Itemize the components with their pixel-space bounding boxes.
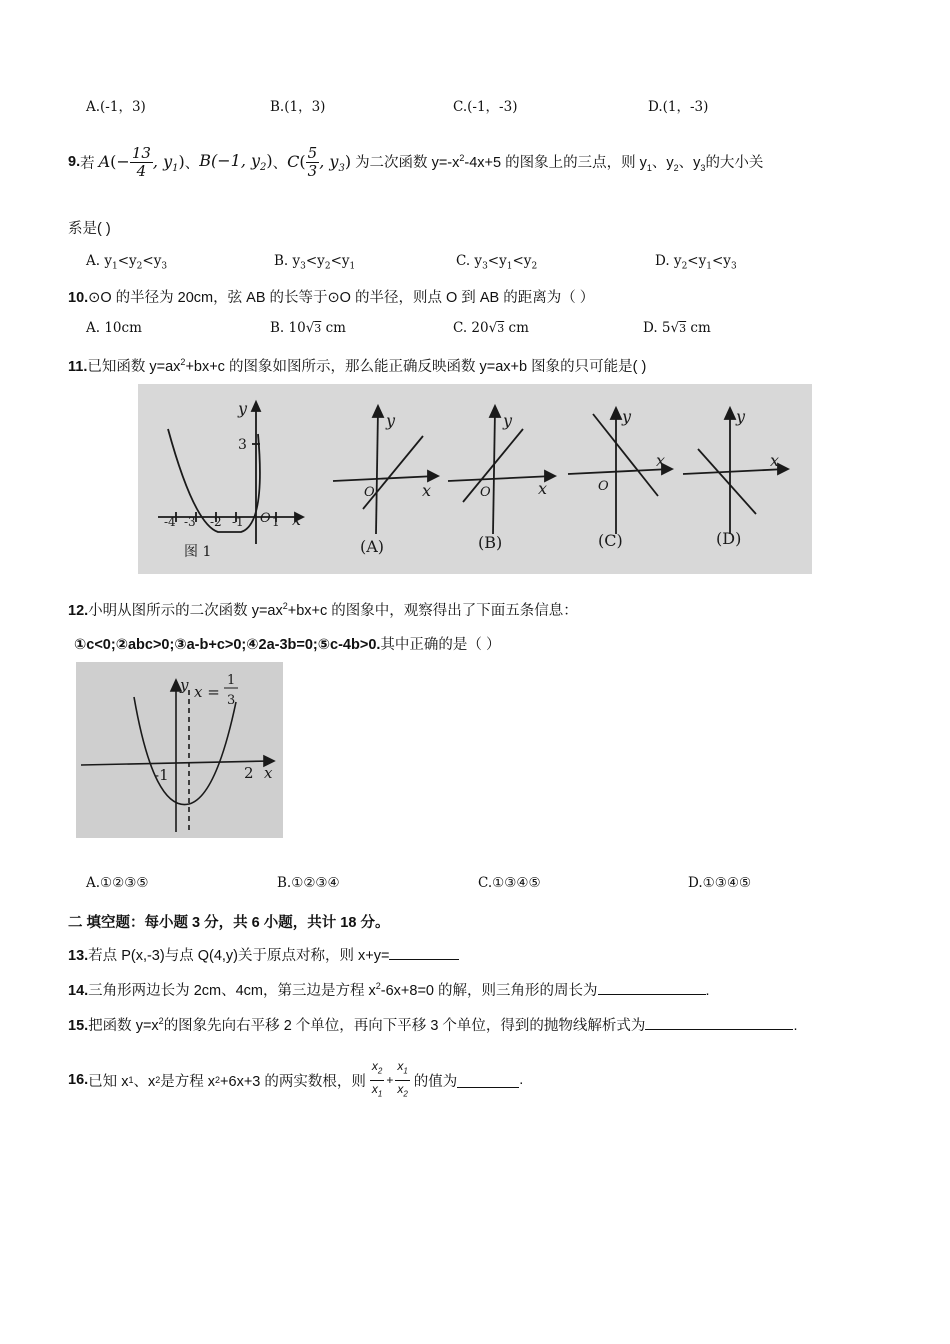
- q9-number: 9.: [68, 154, 81, 170]
- q10-option-d: D. 5√3 cm: [643, 320, 711, 336]
- fig1-tick: -4: [164, 515, 176, 529]
- q13-stem: 13.若点 P(x,-3)与点 Q(4,y)关于原点对称，则 x+y=: [68, 944, 459, 965]
- fig12-minus-one: -1: [154, 766, 169, 784]
- q13-answer-blank[interactable]: [389, 945, 459, 960]
- q8-option-c: C.(-1，-3): [453, 99, 518, 115]
- q12-option-d: D.①③④⑤: [688, 875, 752, 891]
- sqrt-icon: √: [488, 320, 498, 336]
- q16-number: 16.: [68, 1072, 89, 1088]
- fig12-y-label: y: [180, 676, 189, 694]
- q9-option-c: C. $y_3<y_1<y_2$: [456, 253, 538, 272]
- q9-point-b: B(−1, $y_2$): [199, 150, 273, 174]
- q9-point-a: A(− $\frac{13}{4}$ , $y_1$): [98, 143, 185, 180]
- q12-figure: [76, 662, 283, 838]
- q10-option-a: A. 10cm: [86, 320, 142, 336]
- q10-option-b: B. 10√3 cm: [270, 320, 346, 336]
- fig-d-x-label: x: [770, 451, 780, 470]
- fig-a-origin: O: [364, 485, 375, 500]
- q13-number: 13.: [68, 948, 89, 964]
- q11-number: 11.: [68, 359, 88, 375]
- fig-c-label: (C): [598, 531, 623, 550]
- q12-option-b: B.①②③④: [277, 875, 340, 891]
- q12-number: 12.: [68, 603, 89, 619]
- sqrt-icon: √: [670, 320, 680, 336]
- q9-option-a: A. $y_1<y_2<y_3$: [86, 253, 168, 272]
- q9-option-b: B. $y_3<y_2<y_1$: [274, 253, 356, 272]
- q14-number: 14.: [68, 983, 89, 999]
- q12-figure-svg: [76, 662, 283, 838]
- q12-conditions: ①c<0;②abc>0;③a-b+c>0;④2a-3b=0;⑤c-4b>0.其中正确的是（ ）: [74, 637, 501, 653]
- q8-option-d: D.(1，-3): [648, 99, 709, 115]
- q9-sep-1: 、: [184, 155, 200, 172]
- q9-sep-2: 、: [272, 155, 288, 172]
- q8-option-b: B.(1，3): [270, 99, 326, 115]
- fig1-y-label: y: [238, 399, 248, 418]
- fig-c-x-label: x: [656, 451, 666, 470]
- fig12-x-label: x: [264, 764, 273, 782]
- fig-a-y-label: y: [386, 411, 396, 430]
- q9-point-c: C( $\frac{5}{3}$ , $y_3$): [287, 143, 352, 180]
- section-2-heading: 二 填空题：每小题 3 分，共 6 小题，共计 18 分。: [68, 915, 390, 931]
- fig-b-label: (B): [478, 533, 503, 552]
- fig-a-x-label: x: [422, 481, 432, 500]
- fig12-axis-eq: x =: [194, 683, 220, 701]
- q10-option-c: C. 20√3 cm: [453, 320, 529, 336]
- fig12-frac-num: 1: [227, 673, 236, 688]
- fig1-tick: 1: [272, 515, 280, 529]
- q12-option-a: A.①②③⑤: [86, 875, 149, 891]
- fig-d-y-label: y: [736, 407, 746, 426]
- q10-number: 10.: [68, 290, 89, 306]
- fig-d-label: (D): [716, 529, 742, 548]
- fig-c-origin: O: [598, 479, 609, 494]
- fig12-two: 2: [244, 764, 254, 782]
- q14-stem: 14.三角形两边长为 2cm、4cm，第三边是方程 $x^2-6x+8=0$ 的解，则三角形的周长为 .: [68, 981, 710, 999]
- fig-a-label: (A): [360, 537, 385, 556]
- fig-c-y-label: y: [622, 407, 632, 426]
- fig1-three: 3: [238, 437, 247, 453]
- q9-option-d: D. $y_2<y_1<y_3$: [655, 253, 737, 272]
- sqrt-icon: √: [305, 320, 315, 336]
- fig-b-x-label: x: [538, 479, 548, 498]
- fig1-origin: O: [260, 511, 271, 526]
- fig1-tick: -3: [184, 515, 196, 529]
- q9-line2: 系是( ): [68, 221, 111, 237]
- q11-figure-svg: [138, 384, 812, 574]
- q8-option-a: A.(-1，3): [86, 99, 146, 115]
- q15-number: 15.: [68, 1018, 89, 1034]
- q16-stem: 16. 已知 x 1 、x 2 是方程 x 2 +6x+3 的两实数根，则 $\frac{x_2}{x_1}$ + $\frac{x_1}{x_2}$ 的值为 .: [68, 1055, 523, 1105]
- fig1-x-label: x: [292, 510, 302, 529]
- q16-fraction-2: $\frac{x_1}{x_2}$: [397, 1059, 408, 1098]
- q16-answer-blank[interactable]: [457, 1073, 519, 1088]
- q9-stem: [68, 140, 763, 184]
- q15-stem: 15.把函数 $y=x^2$的图象先向右平移 2 个单位，再向下平移 3 个单位，得到的抛物线解析式为 .: [68, 1016, 798, 1034]
- q14-answer-blank[interactable]: [598, 980, 706, 995]
- fig-b-origin: O: [480, 485, 491, 500]
- fig1-tick: -1: [232, 515, 244, 529]
- q12-stem: 12.小明从图所示的二次函数 $y=ax^2+bx+c$ 的图象中，观察得出了下面五条信息：: [68, 601, 578, 619]
- q9-prefix: 若: [80, 155, 95, 172]
- fig1-caption: 图 1: [184, 544, 212, 560]
- q11-stem: 11.已知函数 $y=ax^2+bx+c$ 的图象如图所示，那么能正确反映函数 y=ax+b 图象的只可能是( ): [68, 357, 647, 375]
- q9-text: 为二次函数 $y=-x^2-4x+5$ 的图象上的三点，则 $y_1$、$y_2$、$y_3$的大小关: [355, 153, 764, 173]
- q15-answer-blank[interactable]: [645, 1015, 793, 1030]
- q12-option-c: C.①③④⑤: [478, 875, 541, 891]
- q11-figure: [138, 384, 812, 574]
- q10-stem: 10.⊙O 的半径为 20cm，弦 AB 的长等于⊙O 的半径，则点 O 到 AB 的距离为（ ）: [68, 290, 595, 306]
- fig1-tick: -2: [210, 515, 222, 529]
- fig12-frac-den: 3: [227, 693, 236, 708]
- fig-b-y-label: y: [503, 411, 513, 430]
- q16-fraction-1: $\frac{x_2}{x_1}$: [371, 1059, 383, 1098]
